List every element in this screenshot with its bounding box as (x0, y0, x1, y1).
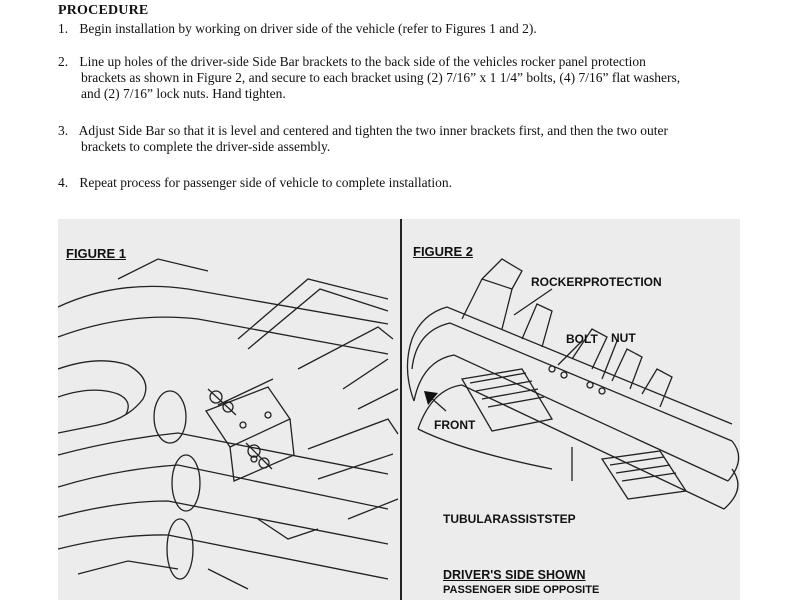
callout-rocker-protection: ROCKERPROTECTION (531, 275, 662, 289)
step-1 (58, 21, 778, 37)
step-text: Adjust Side Bar so that it is level and centered and tighten the two inner brackets first, and then the two outer (78, 123, 668, 138)
step-number: 1. (58, 21, 69, 36)
callout-tubular-assist-step: TUBULARASSISTSTEP (443, 512, 576, 526)
step-4 (58, 175, 778, 191)
step-number: 3. (58, 123, 69, 138)
step-text-cont: brackets as shown in Figure 2, and secure to each bracket using (2) 7/16” x 1 1/4” bolts, (4) 7/16” flat washers, (81, 70, 681, 85)
callout-nut: NUT (611, 331, 636, 345)
callout-bolt: BOLT (566, 332, 598, 346)
step-number: 2. (58, 54, 69, 69)
step-text: Repeat process for passenger side of vehicle to complete installation. (79, 175, 453, 190)
figure-2-caption-sub: PASSENGER SIDE OPPOSITE (443, 584, 600, 596)
figure-2-label: FIGURE 2 (413, 244, 473, 259)
step-text-cont: brackets to complete the driver-side assembly. (81, 139, 331, 154)
callout-front: FRONT (434, 418, 476, 432)
step-text: Line up holes of the driver-side Side Bar brackets to the back side of the vehicles rocker panel protection (79, 54, 646, 69)
step-text: Begin installation by working on driver side of the vehicle (refer to Figures 1 and 2). (79, 21, 537, 36)
step-3 (58, 123, 778, 155)
figure-1-drawing (58, 219, 400, 600)
step-text-cont: and (2) 7/16” lock nuts. Hand tighten. (81, 86, 286, 101)
figure-2-caption-main: DRIVER'S SIDE SHOWN (443, 568, 586, 582)
step-2 (58, 54, 778, 102)
step-number: 4. (58, 175, 69, 190)
figure-1-label: FIGURE 1 (66, 246, 126, 261)
procedure-heading: PROCEDURE (58, 3, 149, 18)
